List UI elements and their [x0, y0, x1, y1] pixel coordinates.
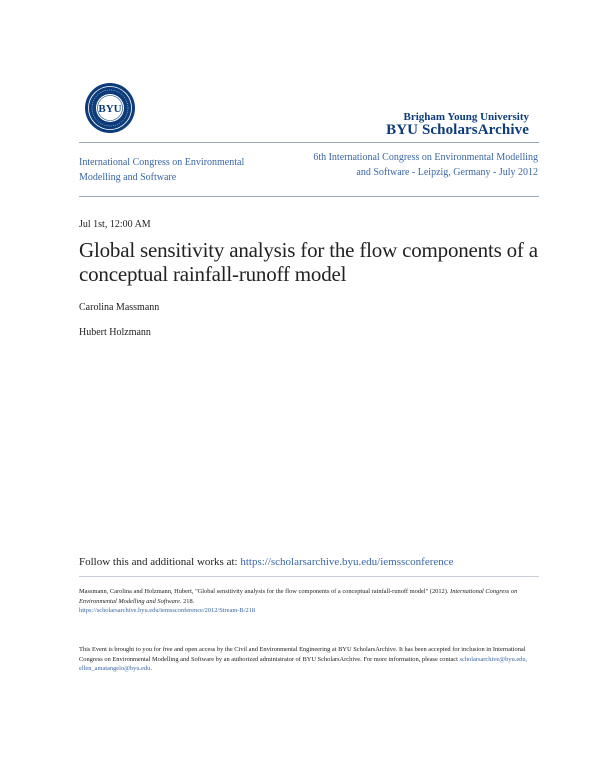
event-link[interactable]: 6th International Congress on Environmental Modelling and Software - Leipzig, Germany - July 2012 — [313, 152, 538, 178]
follow-line — [79, 556, 454, 568]
notice-end: . — [150, 665, 152, 673]
archive-name[interactable]: BYU ScholarsArchive — [386, 122, 529, 138]
follow-divider — [79, 576, 539, 577]
citation-journal: International Congress on Environmental Modelling and Software — [79, 588, 518, 605]
citation-text: Massmann, Carolina and Holzmann, Hubert, "Global sensitivity analysis for the flow components of a conceptual rainfall-runoff model" (2012). — [79, 588, 451, 595]
contact-emails[interactable]: scholarsarchive@byu.edu, ellen_amatangelo@byu.edu — [79, 655, 528, 673]
meta-divider — [79, 196, 539, 197]
access-notice — [79, 645, 534, 674]
author-name: Carolina Massmann — [79, 302, 160, 313]
notice-text: This Event is brought to you for free and open access by the Civil and Environmental Engineering at BYU ScholarsArchive. It has been accepted for inclusion in International Congress on Environmental Modelling and Software by an authorized administrator of BYU ScholarsArchive. For more information, please contact — [79, 646, 526, 663]
author-name: Hubert Holzmann — [79, 327, 151, 338]
header-divider — [79, 142, 539, 143]
event-date: Jul 1st, 12:00 AM — [79, 219, 151, 230]
recommended-citation — [79, 587, 519, 616]
citation-link[interactable]: https://scholarsarchive.byu.edu/iemssconference/2012/Stream-B/218 — [79, 607, 256, 615]
series-link[interactable]: International Congress on Environmental Modelling and Software — [79, 157, 245, 183]
seal-text: BYU — [98, 103, 122, 115]
article-title: Global sensitivity analysis for the flow components of a conceptual rainfall-runoff model — [79, 238, 538, 286]
university-name: Brigham Young University — [403, 111, 529, 123]
follow-link[interactable]: https://scholarsarchive.byu.edu/iemssconference — [240, 556, 454, 568]
follow-label: Follow this and additional works at: — [79, 556, 241, 568]
byu-seal-logo — [84, 82, 136, 134]
citation-suffix: . 218. — [179, 597, 195, 605]
